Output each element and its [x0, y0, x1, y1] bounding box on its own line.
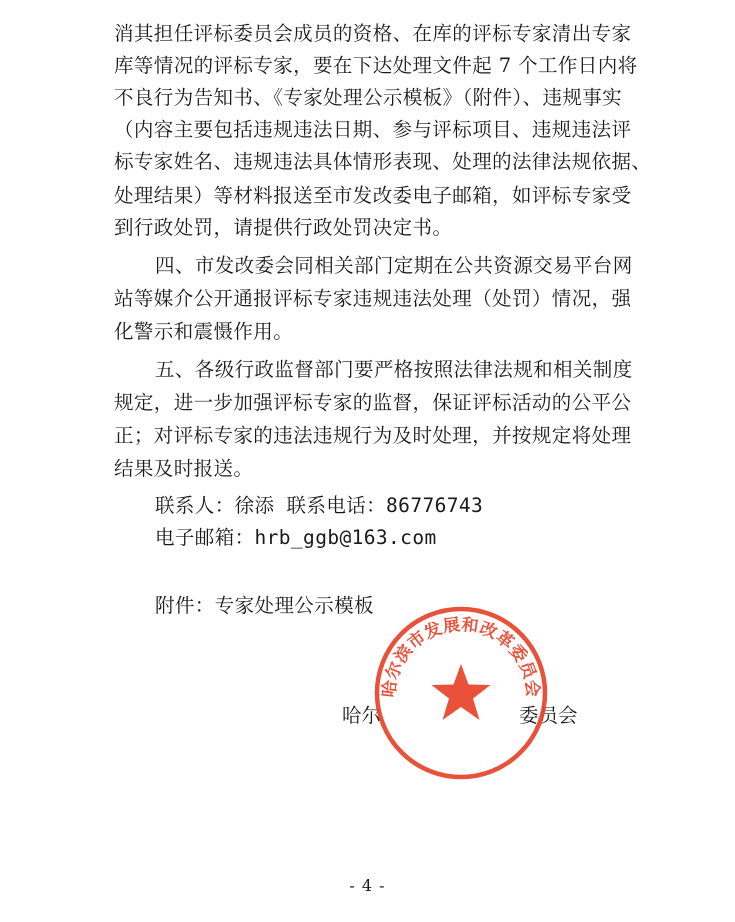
official-seal: [372, 604, 550, 782]
seal-star-icon: [432, 664, 491, 720]
contact-email: 电子邮箱：hrb_ggb@163.com: [155, 526, 437, 549]
paragraph-line: 正；对评标专家的违法违规行为及时处理，并按规定将处理: [114, 424, 632, 447]
paragraph-line: 结果及时报送。: [114, 457, 254, 480]
paragraph-line: 库等情况的评标专家，要在下达处理文件起 7 个工作日内将: [114, 54, 638, 77]
paragraph-line: 处理结果）等材料报送至市发改委电子邮箱，如评标专家受: [114, 184, 632, 207]
paragraph-line: 站等媒介公开通报评标专家违规违法处理（处罚）情况，强: [114, 287, 632, 310]
paragraph-line: 四、市发改委会同相关部门定期在公共资源交易平台网: [155, 254, 633, 277]
paragraph-line: 化警示和震慑作用。: [114, 320, 294, 343]
contact-person: 联系人：徐添 联系电话：86776743: [155, 494, 484, 517]
paragraph-line: 到行政处罚，请提供行政处罚决定书。: [114, 216, 453, 239]
seal-text: 哈尔滨市发展和改革委员会: [379, 614, 543, 699]
paragraph-line: 消其担任评标委员会成员的资格、在库的评标专家清出专家: [114, 22, 632, 45]
attachment-note: 附件：专家处理公示模板: [155, 594, 374, 617]
signer-name-prefix: 哈尔: [342, 704, 382, 727]
paragraph-line: 规定，进一步加强评标专家的监督，保证评标活动的公平公: [114, 391, 632, 414]
paragraph-line: 五、各级行政监督部门要严格按照法律法规和相关制度: [155, 358, 633, 381]
signer-name-suffix: 委员会: [519, 704, 578, 727]
page-number: - 4 -: [349, 876, 386, 895]
paragraph-line: （内容主要包括违规违法日期、参与评标项目、违规违法评: [114, 118, 632, 141]
paragraph-line: 标专家姓名、违规违法具体情形表现、处理的法律法规依据、: [114, 150, 652, 173]
paragraph-line: 不良行为告知书、《专家处理公示模板》（附件）、违规事实: [114, 86, 623, 109]
